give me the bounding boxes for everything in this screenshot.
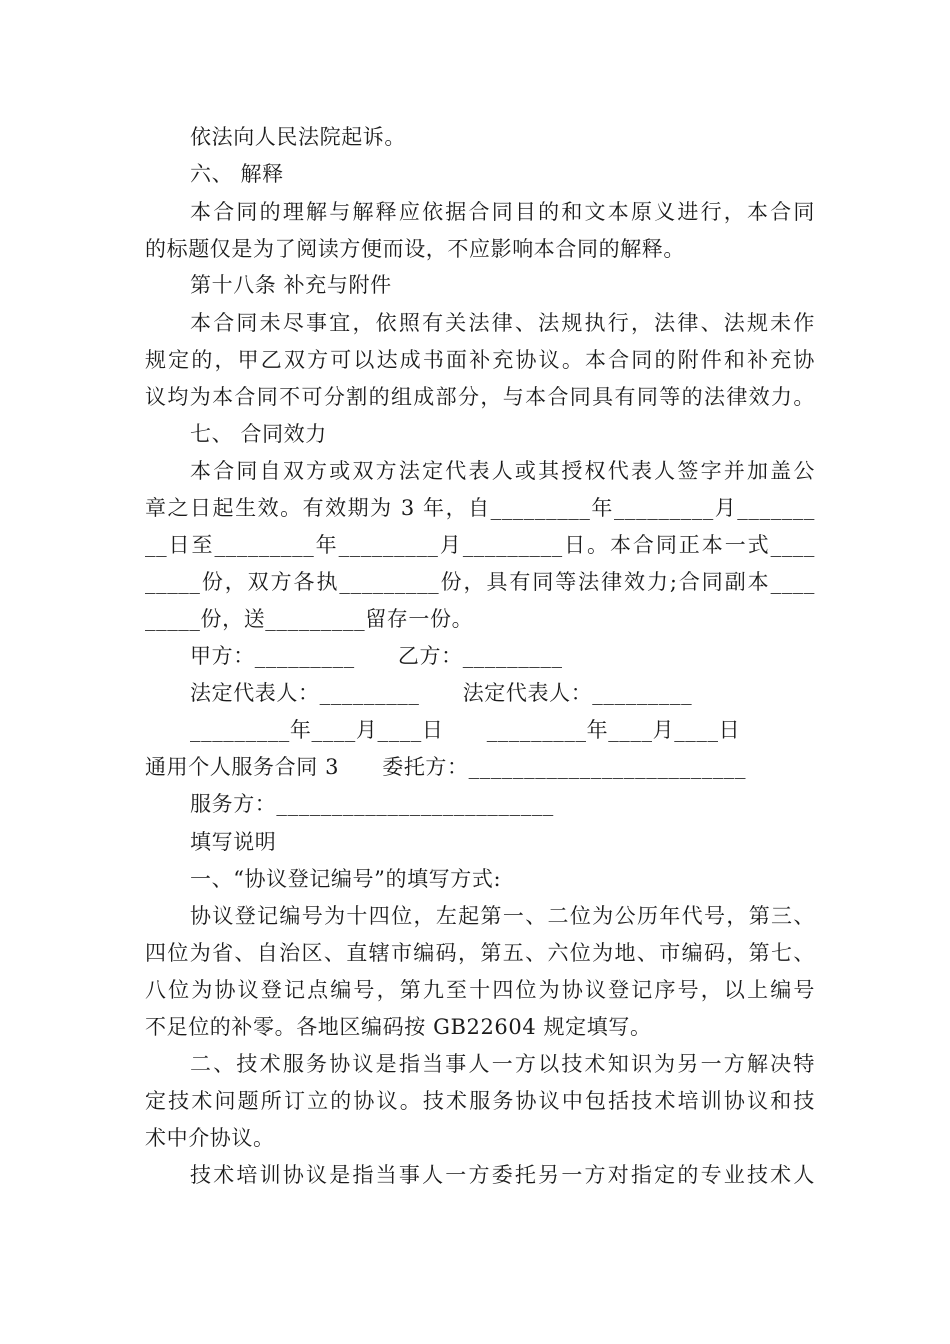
contract-title: 通用个人服务合同 3 委托方：_________________________ [145, 755, 747, 779]
text-line: 技术培训协议是指当事人一方委托另一方对指定的专业技术人 [190, 1163, 815, 1187]
section-heading: 填写说明 [190, 830, 277, 854]
section-heading: 七、 合同效力 [190, 422, 327, 446]
text-line: 的标题仅是为了阅读方便而设，不应影响本合同的解释。 [145, 237, 685, 261]
text-line: 四位为省、自治区、直辖市编码，第五、六位为地、市编码，第七、 [145, 941, 815, 965]
signature-representatives: 法定代表人：_________ 法定代表人：_________ [190, 681, 693, 705]
text-line: 本合同未尽事宜，依照有关法律、法规执行，法律、法规未作 [190, 311, 815, 335]
text-line: 不足位的补零。各地区编码按 GB22604 规定填写。 [145, 1015, 652, 1039]
signature-dates: _________年____月____日 _________年____月____日 [190, 718, 741, 742]
text-line: 议均为本合同不可分割的组成部分，与本合同具有同等的法律效力。 [145, 385, 815, 409]
text-line: __日至_________年_________月_________日。本合同正本一式____ [145, 533, 815, 557]
article-heading: 第十八条 补充与附件 [190, 273, 392, 297]
text-line: 规定的，甲乙双方可以达成书面补充协议。本合同的附件和补充协 [145, 348, 815, 372]
text-line: 术中介协议。 [145, 1126, 275, 1150]
signature-parties: 甲方：_________ 乙方：_________ [190, 644, 563, 668]
text-line: 章之日起生效。有效期为 3 年，自_________年_________月_______ [145, 496, 815, 520]
text-line: 协议登记编号为十四位，左起第一、二位为公历年代号，第三、 [190, 904, 815, 928]
text-line: 本合同的理解与解释应依据合同目的和文本原义进行，本合同 [190, 200, 815, 224]
text-line: 依法向人民法院起诉。 [190, 125, 406, 149]
text-line: 二、技术服务协议是指当事人一方以技术知识为另一方解决特 [190, 1052, 815, 1076]
text-line: _____份，双方各执_________份，具有同等法律效力;合同副本____ [145, 570, 815, 594]
text-line: 八位为协议登记点编号，第九至十四位为协议登记序号，以上编号 [145, 978, 815, 1002]
text-line: 本合同自双方或双方法定代表人或其授权代表人签字并加盖公 [190, 459, 815, 483]
section-heading: 六、 解释 [190, 162, 284, 186]
service-party-line: 服务方：_________________________ [190, 792, 554, 816]
text-line: 定技术问题所订立的协议。技术服务协议中包括技术培训协议和技 [145, 1089, 815, 1113]
section-heading: 一、“协议登记编号”的填写方式: [190, 867, 502, 891]
text-line: _____份，送_________留存一份。 [145, 607, 474, 631]
